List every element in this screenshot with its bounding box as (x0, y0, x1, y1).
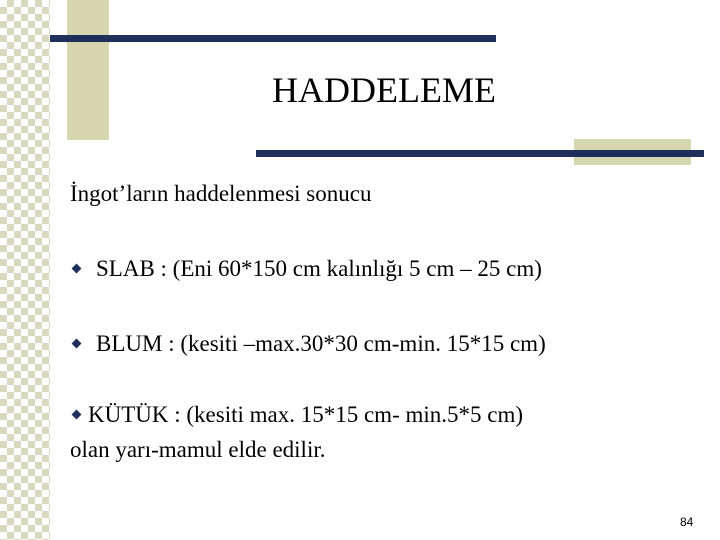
intro-text: İngot’ların haddelenmesi sonucu (70, 181, 372, 206)
checkered-border-decoration (0, 0, 50, 540)
diamond-bullet-icon (72, 264, 82, 274)
bullet-item-kutuk (70, 401, 523, 429)
continuation-text: olan yarı-mamul elde edilir. (70, 437, 326, 462)
bullet-item-slab (70, 255, 542, 283)
bullet-item-blum (70, 330, 546, 358)
slide-title: HADDELEME (272, 70, 496, 110)
title-bottom-rule (256, 150, 704, 157)
diamond-bullet-icon (72, 410, 82, 420)
tan-vertical-bar (67, 0, 109, 140)
bullet-text: BLUM : (kesiti –max.30*30 cm-min. 15*15 cm) (96, 331, 546, 356)
page-number: 84 (680, 515, 694, 529)
bullet-text: SLAB : (Eni 60*150 cm kalınlığı 5 cm – 25 cm) (96, 256, 542, 281)
title-top-rule (50, 35, 496, 42)
bullet-text: KÜTÜK : (kesiti max. 15*15 cm- min.5*5 cm) (88, 402, 524, 427)
diamond-bullet-icon (72, 339, 82, 349)
